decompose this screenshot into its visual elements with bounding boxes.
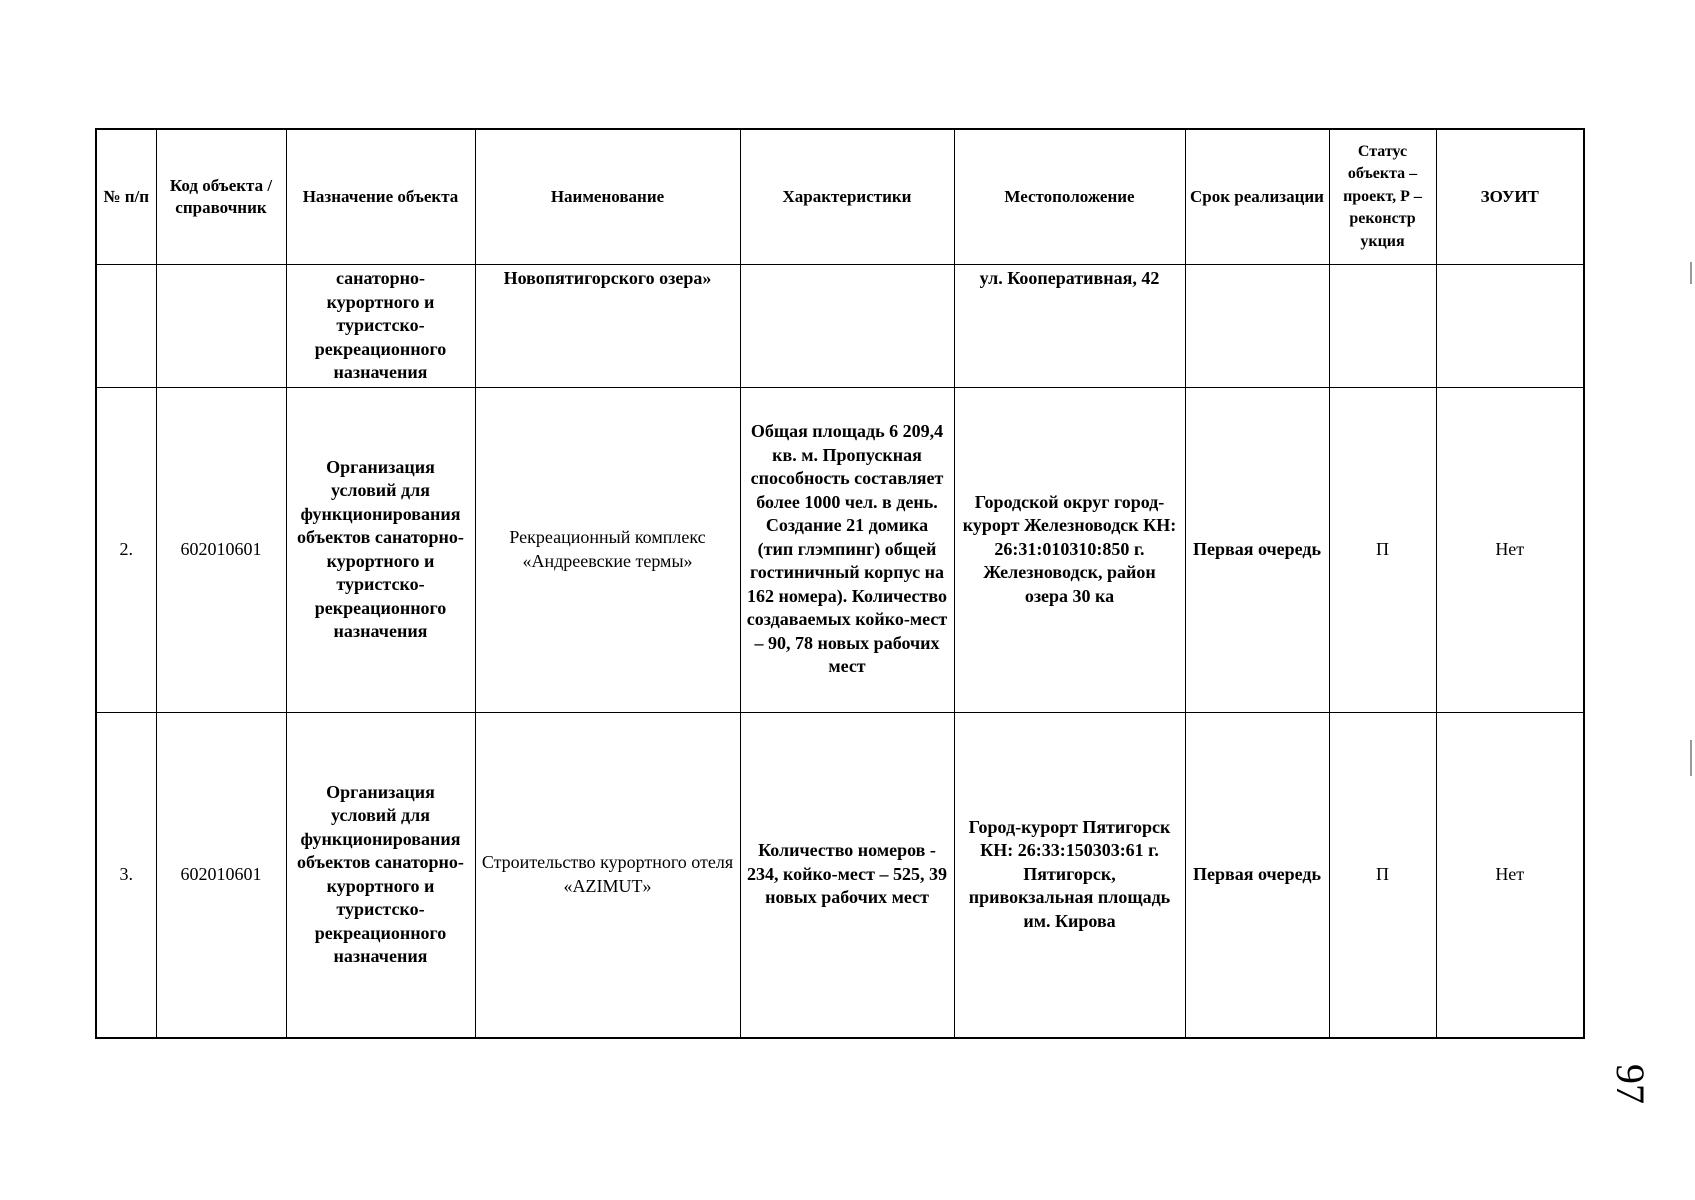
header-num: № п/п (96, 129, 156, 265)
cell-zouit: Нет (1436, 712, 1584, 1038)
cell-name: Рекреационный комплекс «Андреевские термы» (475, 387, 740, 712)
cell-zouit: Нет (1436, 387, 1584, 712)
cell-term: Первая очередь (1185, 712, 1329, 1038)
header-status: Статус объекта – проект, Р – реконстр укция (1329, 129, 1436, 265)
table-row (96, 387, 1584, 712)
cell-purpose: санаторно-курортного и туристско-рекреационного назначения (286, 265, 475, 388)
cell-num: 2. (96, 387, 156, 712)
cell-location: Городской округ город-курорт Железноводск КН: 26:31:010310:850 г. Железноводск, район озера 30 ка (954, 387, 1185, 712)
cell-characteristics: Количество номеров - 234, койко-мест – 525, 39 новых рабочих мест (740, 712, 954, 1038)
cell-characteristics (740, 265, 954, 388)
cell-purpose: Организация условий для функционирования объектов санаторно-курортного и туристско-рекреационного назначения (286, 387, 475, 712)
cell-num: 3. (96, 712, 156, 1038)
cell-code: 602010601 (156, 387, 286, 712)
scan-edge-mark (1690, 262, 1692, 284)
objects-table (95, 128, 1585, 1039)
cell-term (1185, 265, 1329, 388)
cell-status: П (1329, 387, 1436, 712)
cell-characteristics: Общая площадь 6 209,4 кв. м. Пропускная способность составляет более 1000 чел. в день. Создание 21 домика (тип глэмпинг) общей гостиничный корпус на 162 номера). Количество создаваемых койко-мест – 90, 78 новых рабочих мест (740, 387, 954, 712)
cell-status: П (1329, 712, 1436, 1038)
table-row (96, 265, 1584, 388)
cell-location: ул. Кооперативная, 42 (954, 265, 1185, 388)
cell-term: Первая очередь (1185, 387, 1329, 712)
header-characteristics: Характеристики (740, 129, 954, 265)
cell-code (156, 265, 286, 388)
cell-location: Город-курорт Пятигорск КН: 26:33:150303:61 г. Пятигорск, привокзальная площадь им. Кирова (954, 712, 1185, 1038)
header-code: Код объекта / справочник (156, 129, 286, 265)
header-location: Местоположение (954, 129, 1185, 265)
cell-name: Новопятигорского озера» (475, 265, 740, 388)
page-number: 97 (1608, 1064, 1653, 1104)
scan-edge-mark (1690, 740, 1692, 776)
cell-num (96, 265, 156, 388)
table-row (96, 712, 1584, 1038)
cell-name: Строительство курортного отеля «AZIMUT» (475, 712, 740, 1038)
cell-zouit (1436, 265, 1584, 388)
header-name: Наименование (475, 129, 740, 265)
header-purpose: Назначение объекта (286, 129, 475, 265)
cell-code: 602010601 (156, 712, 286, 1038)
cell-status (1329, 265, 1436, 388)
header-zouit: ЗОУИТ (1436, 129, 1584, 265)
cell-purpose: Организация условий для функционирования объектов санаторно-курортного и туристско-рекреационного назначения (286, 712, 475, 1038)
header-term: Срок реализации (1185, 129, 1329, 265)
table-header-row (96, 129, 1584, 265)
